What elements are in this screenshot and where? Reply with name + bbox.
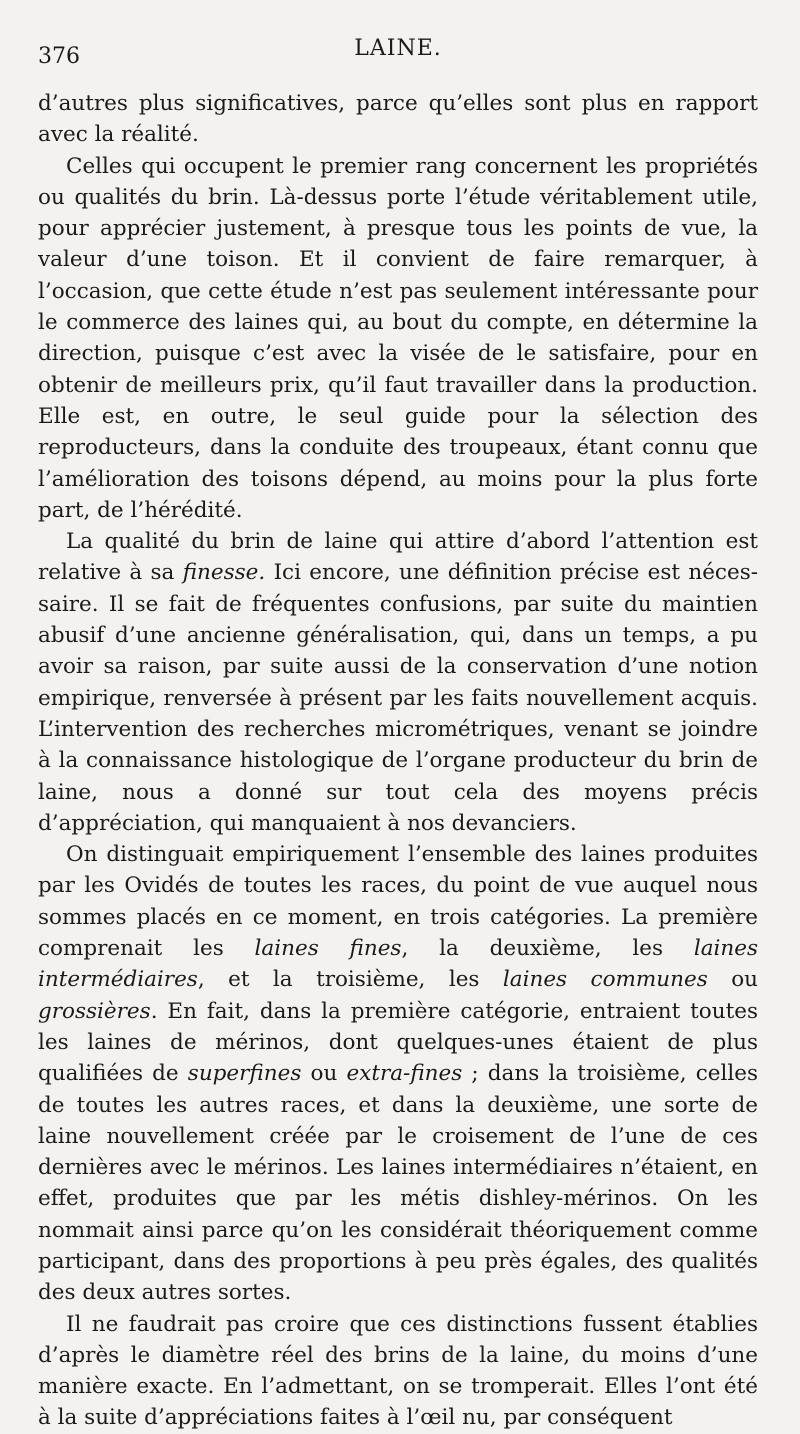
italic-term: laines intermédiaires [38,936,758,993]
text-run: ou [301,1061,347,1087]
text-run: ; dans la troisième, celles de toutes les autres races, et dans la deuxième, une sorte de laine nouvellement créée par le croisement de l’une de ces dernières avec le mérinos. Les laines intermédiaires n’étaient, en effet, produites que par les métis dishley-mérinos. On les nommait ainsi parce qu’on les considérait théoriquement comme participant, dans des proportions à peu près égales, des qualités des deux autres sortes. [38,1061,758,1306]
text-run: On distinguait empiriquement l’ensemble des laines produites par les Ovidés de toutes les races, du point de vue auquel nous sommes placés en ce moment, en trois catégories. La première comprenait les [38,842,758,962]
paragraph [38,1309,758,1434]
text-run: Il ne faudrait pas croire que ces distinctions fussent établies d’après le diamètre réel des brins de la laine, du moins d’une manière exacte. En l’admettant, on se tromperait. Elles l’ont été à la suite d’appréciations faites à l’œil nu, par conséquent [38,1311,758,1431]
paragraph [38,88,758,151]
running-head [38,30,758,88]
text-run: d’autres plus significatives, parce qu’elles sont plus en rapport avec la réalité. [38,91,758,148]
italic-term: laines communes [502,967,708,993]
italic-term: finesse. [182,560,266,586]
paragraph [38,839,758,1308]
page-number: 376 [38,44,80,69]
italic-term: extra-fines [346,1061,463,1087]
text-run: Celles qui occupent le premier rang concernent les propriétés ou qualités du brin. Là-dessus porte l’étude véritablement utile, pour apprécier justement, à presque tous les points de vue, la valeur d’une toison. Et il convient de faire remarquer, à l’occasion, que cette étude n’est pas seulement intéressante pour le commerce des laines qui, au bout du compte, en détermine la direction, puisque c’est avec la visée de le satisfaire, pour en obtenir de meilleurs prix, qu’il faut travailler dans la production. Elle est, en outre, le seul guide pour la sélection des reproducteurs, dans la conduite des troupeaux, étant connu que l’amélioration des toisons dépend, au moins pour la plus forte part, de l’hérédité. [38,153,758,523]
running-title: LAINE. [354,36,442,61]
text-run: Ici encore, une définition précise est nécessaire. Il se fait de fréquentes confusions, par suite du maintien abusif d’une ancienne généralisation, qui, dans un temps, a pu avoir sa raison, par suite aussi de la conservation d’une notion empirique, renversée à présent par les faits nouvellement acquis. L’intervention des recherches micrométriques, venant se joindre à la connaissance histologique de l’organe producteur du brin de laine, nous a donné sur tout cela des moyens précis d’appréciation, qui manquaient à nos devanciers. [38,560,758,836]
text-run: , et la troisième, les [197,967,503,993]
body-text [38,88,758,1434]
text-run: La qualité du brin de laine qui attire d’abord l’attention est relative à sa [38,529,758,586]
text-run: ou [707,967,758,993]
text-run: . En fait, dans la première catégorie, entraient toutes les laines de mérinos, dont quelques-unes étaient de plus qualifiées de [38,998,758,1087]
text-run: , la deuxième, les [401,936,694,962]
paragraph [38,151,758,527]
paragraph [38,526,758,839]
italic-term: laines fines [254,936,402,962]
italic-term: superfines [187,1061,302,1087]
italic-term: grossières [38,998,151,1024]
